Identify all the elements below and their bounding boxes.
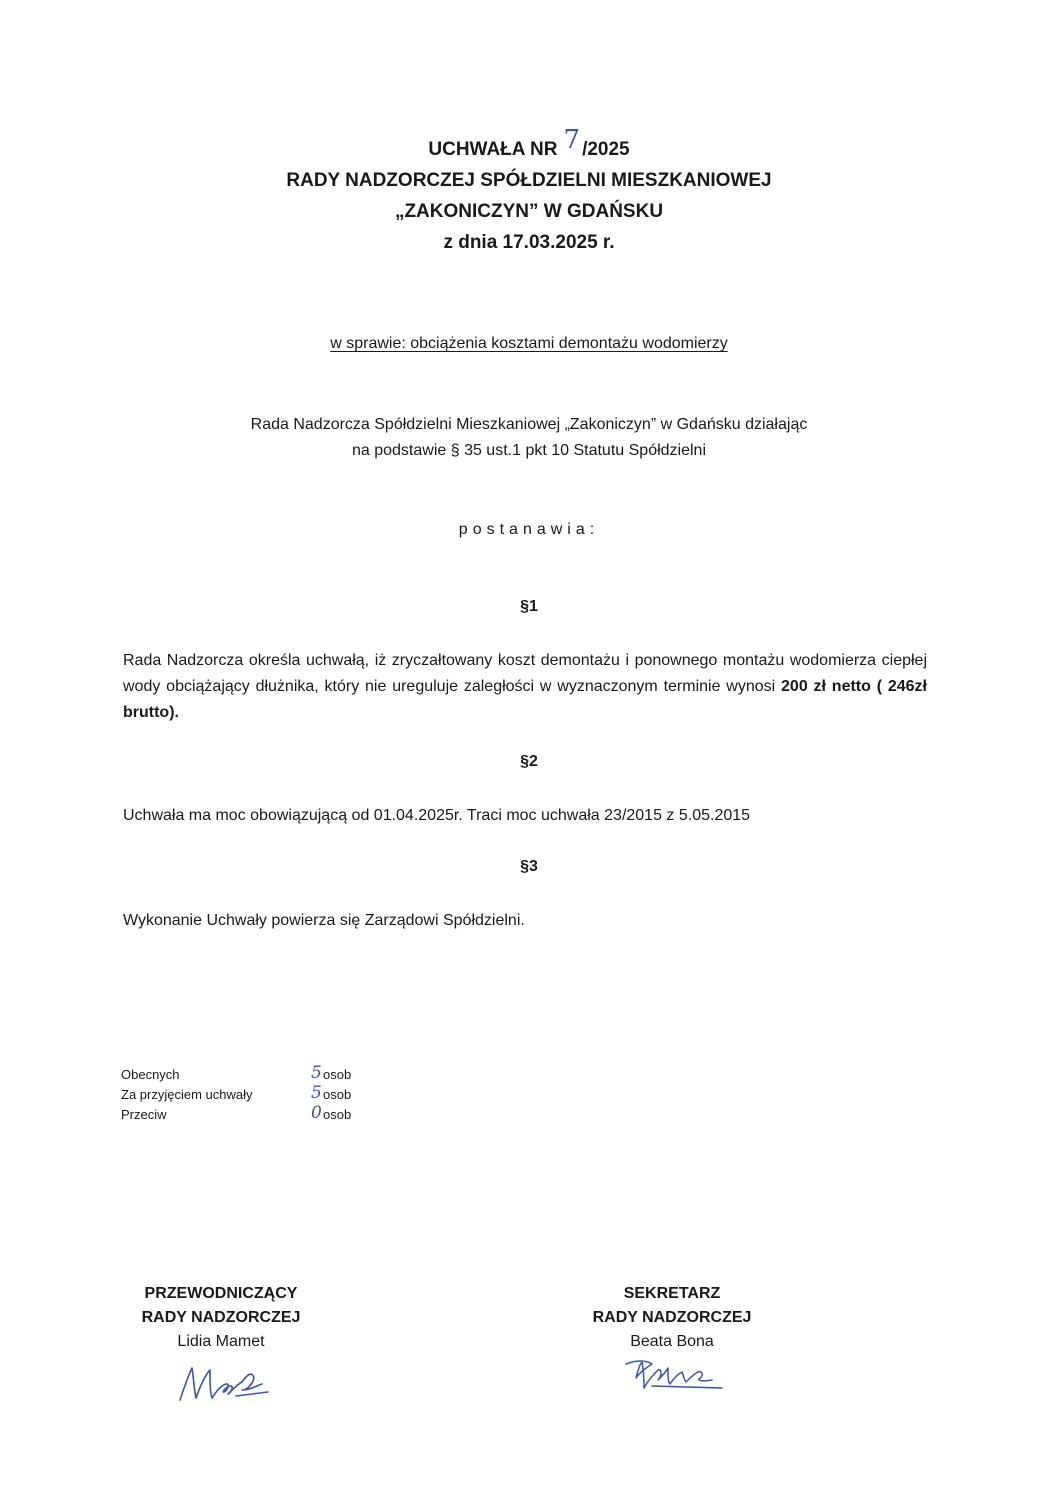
section-2-text: Uchwała ma moc obowiązującą od 01.04.2025r. Traci moc uchwała 23/2015 z 5.05.2015 bbox=[123, 807, 751, 824]
signer-role: PRZEWODNICZĄCY bbox=[144, 1285, 298, 1302]
signer-role: RADY NADZORCZEJ bbox=[592, 1309, 752, 1326]
vote-unit: osob bbox=[323, 1067, 352, 1082]
secretary-signature-image bbox=[622, 1356, 732, 1396]
vote-label: Za przyjęciem uchwały bbox=[121, 1087, 253, 1102]
vote-label: Przeciw bbox=[121, 1107, 167, 1122]
resolution-title: UCHWAŁA NR 7 /2025 bbox=[428, 125, 630, 160]
vote-unit: osob bbox=[323, 1087, 352, 1102]
preamble bbox=[0, 412, 1058, 464]
vote-count-handwritten: 5 bbox=[311, 1083, 322, 1103]
handwritten-resolution-number: 7 bbox=[563, 125, 581, 155]
resolution-header bbox=[0, 125, 1058, 258]
section-2-heading: §2 bbox=[520, 753, 538, 770]
signer-chairman bbox=[101, 1282, 341, 1354]
vote-unit: osob bbox=[323, 1107, 352, 1122]
chairman-signature-image bbox=[172, 1356, 282, 1408]
section-1-amount: 200 zł netto ( 246zł brutto). bbox=[123, 678, 928, 721]
vote-count-handwritten: 5 bbox=[311, 1063, 322, 1083]
section-1-heading: §1 bbox=[520, 598, 538, 615]
signer-secretary bbox=[552, 1282, 792, 1354]
decides-heading: postanawia: bbox=[458, 521, 600, 538]
signer-role: RADY NADZORCZEJ bbox=[141, 1309, 301, 1326]
preamble-line-2: na podstawie § 35 ust.1 pkt 10 Statutu Spółdzielni bbox=[351, 442, 706, 459]
signer-name: Lidia Mamet bbox=[177, 1333, 265, 1350]
vote-row-present bbox=[121, 1065, 381, 1085]
section-3-heading: §3 bbox=[520, 858, 538, 875]
signer-role: SEKRETARZ bbox=[623, 1285, 721, 1302]
preamble-line-1: Rada Nadzorcza Spółdzielni Mieszkaniowej „Zakoniczyn” w Gdańsku działając bbox=[250, 416, 808, 433]
cooperative-name: „ZAKONICZYN” W GDAŃSKU bbox=[394, 201, 664, 222]
vote-summary bbox=[121, 1065, 381, 1125]
section-3-text: Wykonanie Uchwały powierza się Zarządowi Spółdzielni. bbox=[123, 912, 525, 929]
issuing-body: RADY NADZORCZEJ SPÓŁDZIELNI MIESZKANIOWEJ bbox=[286, 170, 772, 191]
vote-row-against bbox=[121, 1105, 381, 1125]
resolution-subject: w sprawie: obciążenia kosztami demontażu wodomierzy bbox=[330, 335, 728, 352]
vote-label: Obecnych bbox=[121, 1067, 180, 1082]
section-1-text: Rada Nadzorcza określa uchwałą, iż zryczałtowany koszt demontażu i ponownego montażu wodomierza ciepłej wody obciążający dłużnika, który nie ureguluje zaległości w wyznaczonym terminie wynosi 200 zł netto ( 246zł brutto). bbox=[123, 652, 928, 721]
signer-name: Beata Bona bbox=[630, 1333, 714, 1350]
resolution-date: z dnia 17.03.2025 r. bbox=[443, 232, 615, 253]
vote-row-in-favour bbox=[121, 1085, 381, 1105]
vote-count-handwritten: 0 bbox=[311, 1103, 322, 1123]
